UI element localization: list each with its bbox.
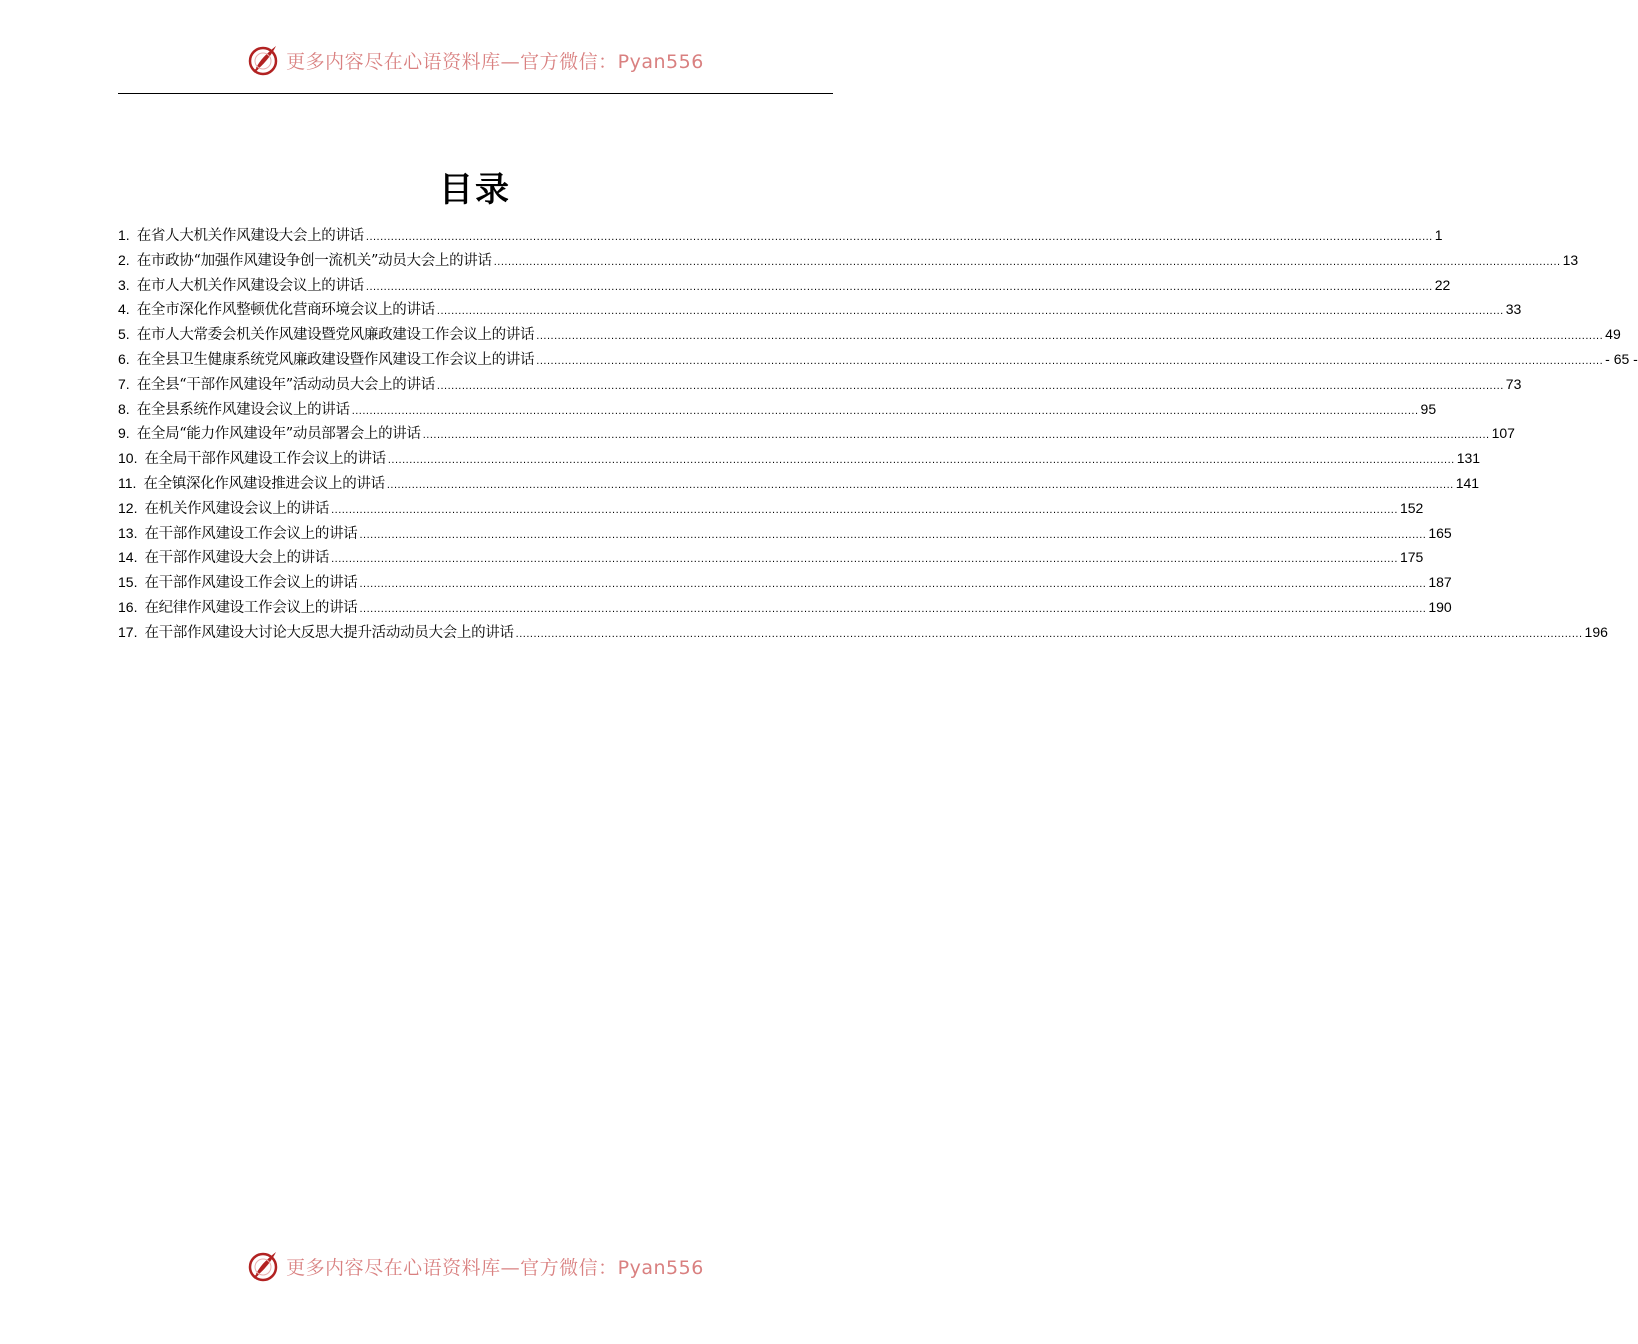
toc-dot-leader: ............................................................................................................................................................................................................................................................................................................	[359, 602, 1427, 615]
toc-entry-title: 在纪律作风建设工作会议上的讲话	[144, 599, 358, 616]
header-banner-text	[286, 47, 704, 74]
toc-entry-number: 7.	[118, 375, 130, 392]
toc-entry-number: 1.	[118, 227, 130, 243]
toc-entry-title: 在全县“干部作风建设年”活动动员大会上的讲话	[136, 376, 435, 393]
toc-entry-number: 13.	[118, 524, 138, 541]
header-banner-id: Pyan556	[617, 50, 704, 73]
table-of-contents	[118, 224, 1638, 646]
toc-entry-number: 2.	[118, 251, 130, 268]
toc-dot-leader: ............................................................................................................................................................................................................................................................................................................	[331, 553, 1398, 566]
toc-entry-title: 在全市深化作风整顿优化营商环境会议上的讲话	[136, 302, 435, 319]
pen-logo-icon	[246, 42, 282, 78]
toc-entry-page: 131	[1456, 450, 1481, 467]
toc-entry-title: 在干部作风建设工作会议上的讲话	[144, 525, 358, 542]
toc-entry-number: 12.	[118, 499, 138, 516]
toc-entry-number: 15.	[118, 574, 138, 591]
toc-entry-title: 在全局干部作风建设工作会议上的讲话	[144, 451, 386, 468]
toc-entry-page: 1	[1434, 227, 1443, 243]
toc-entry-page: 165	[1428, 524, 1452, 541]
toc-entry-number: 6.	[118, 350, 130, 367]
toc-entry-page: 187	[1428, 574, 1452, 591]
toc-entry-number: 8.	[118, 400, 130, 417]
toc-entry[interactable]	[118, 398, 1437, 423]
toc-entry-page: 196	[1584, 623, 1608, 640]
toc-entry-title: 在机关作风建设会议上的讲话	[144, 500, 330, 517]
toc-dot-leader: ............................................................................................................................................................................................................................................................................................................	[359, 578, 1427, 591]
header-banner-cn: 更多内容尽在心语资料库—官方微信：	[286, 50, 618, 73]
toc-dot-leader: ............................................................................................................................................................................................................................................................................................................	[536, 330, 1604, 343]
toc-entry-page: 95	[1420, 400, 1437, 417]
toc-entry-number: 10.	[118, 450, 138, 467]
toc-entry-title: 在市人大机关作风建设会议上的讲话	[136, 277, 364, 294]
footer-banner-cn: 更多内容尽在心语资料库—官方微信：	[286, 1256, 618, 1279]
toc-entry-number: 14.	[118, 549, 138, 566]
toc-entry-title: 在干部作风建设工作会议上的讲话	[144, 575, 358, 592]
toc-entry[interactable]	[118, 447, 1481, 472]
toc-dot-leader: ............................................................................................................................................................................................................................................................................................................	[515, 627, 1583, 640]
toc-entry-page: 190	[1428, 598, 1452, 615]
toc-entry-page: 73	[1505, 375, 1522, 392]
toc-entry-page: - 65 -	[1605, 350, 1638, 367]
toc-entry-title: 在省人大机关作风建设大会上的讲话	[136, 228, 364, 244]
toc-dot-leader: ............................................................................................................................................................................................................................................................................................................	[365, 280, 1433, 293]
toc-dot-leader: ............................................................................................................................................................................................................................................................................................................	[387, 454, 1455, 467]
toc-entry-page: 141	[1455, 474, 1480, 491]
toc-entry-number: 16.	[118, 598, 138, 615]
toc-entry[interactable]	[118, 224, 1443, 249]
toc-entry-title: 在全局“能力作风建设年”动员部署会上的讲话	[136, 426, 421, 443]
toc-dot-leader: ............................................................................................................................................................................................................................................................................................................	[365, 231, 1433, 243]
toc-entry-title: 在全县卫生健康系统党风廉政建设暨作风建设工作会议上的讲话	[136, 351, 535, 368]
toc-entry[interactable]	[118, 422, 1515, 447]
toc-dot-leader: ............................................................................................................................................................................................................................................................................................................	[436, 305, 1504, 318]
toc-entry-page: 13	[1562, 251, 1579, 268]
toc-dot-leader: ............................................................................................................................................................................................................................................................................................................	[351, 404, 1419, 417]
toc-entry-page: 22	[1434, 276, 1451, 293]
toc-entry[interactable]	[118, 472, 1480, 497]
toc-entry[interactable]	[118, 497, 1424, 522]
toc-entry-number: 3.	[118, 276, 130, 293]
toc-entry-page: 49	[1605, 326, 1621, 343]
toc-entry-number: 17.	[118, 623, 138, 640]
toc-dot-leader: ............................................................................................................................................................................................................................................................................................................	[493, 255, 1561, 268]
header-banner	[0, 40, 950, 80]
toc-entry[interactable]	[118, 522, 1452, 547]
toc-entry-number: 11.	[118, 474, 137, 491]
toc-dot-leader: ............................................................................................................................................................................................................................................................................................................	[422, 429, 1490, 442]
toc-dot-leader: ............................................................................................................................................................................................................................................................................................................	[386, 478, 1454, 491]
toc-entry-page: 152	[1399, 499, 1424, 516]
toc-entry-title: 在干部作风建设大会上的讲话	[144, 550, 330, 567]
page-title: 目录	[439, 170, 511, 210]
toc-entry[interactable]	[118, 621, 1608, 646]
toc-entry[interactable]	[118, 298, 1522, 323]
header-rule	[118, 93, 833, 94]
toc-dot-leader: ............................................................................................................................................................................................................................................................................................................	[331, 503, 1398, 516]
toc-entry[interactable]	[118, 274, 1451, 299]
toc-entry-title: 在干部作风建设大讨论大反思大提升活动动员大会上的讲话	[144, 624, 514, 641]
toc-entry[interactable]	[118, 571, 1452, 596]
toc-entry-number: 5.	[118, 326, 130, 343]
toc-entry-title: 在市政协“加强作风建设争创一流机关”动员大会上的讲话	[136, 252, 492, 269]
toc-entry-page: 175	[1399, 549, 1424, 566]
toc-entry-title: 在全县系统作风建设会议上的讲话	[136, 401, 350, 418]
toc-dot-leader: ............................................................................................................................................................................................................................................................................................................	[436, 379, 1504, 392]
toc-entry[interactable]	[118, 348, 1638, 373]
footer-banner	[0, 1246, 950, 1286]
toc-entry-title: 在市人大常委会机关作风建设暨党风廉政建设工作会议上的讲话	[136, 327, 535, 344]
toc-entry[interactable]	[118, 323, 1621, 348]
toc-dot-leader: ............................................................................................................................................................................................................................................................................................................	[359, 528, 1427, 541]
toc-entry[interactable]	[118, 596, 1452, 621]
footer-banner-id: Pyan556	[617, 1256, 704, 1279]
toc-entry[interactable]	[118, 249, 1579, 274]
toc-entry-number: 4.	[118, 301, 130, 318]
pen-logo-icon	[246, 1248, 282, 1284]
toc-entry-number: 9.	[118, 425, 130, 442]
toc-entry[interactable]	[118, 546, 1424, 571]
footer-banner-text	[286, 1253, 704, 1280]
toc-entry[interactable]	[118, 373, 1522, 398]
toc-entry-page: 33	[1505, 301, 1522, 318]
toc-entry-title: 在全镇深化作风建设推进会议上的讲话	[143, 475, 385, 492]
toc-entry-page: 107	[1491, 425, 1515, 442]
toc-dot-leader: ............................................................................................................................................................................................................................................................................................................	[536, 354, 1604, 367]
